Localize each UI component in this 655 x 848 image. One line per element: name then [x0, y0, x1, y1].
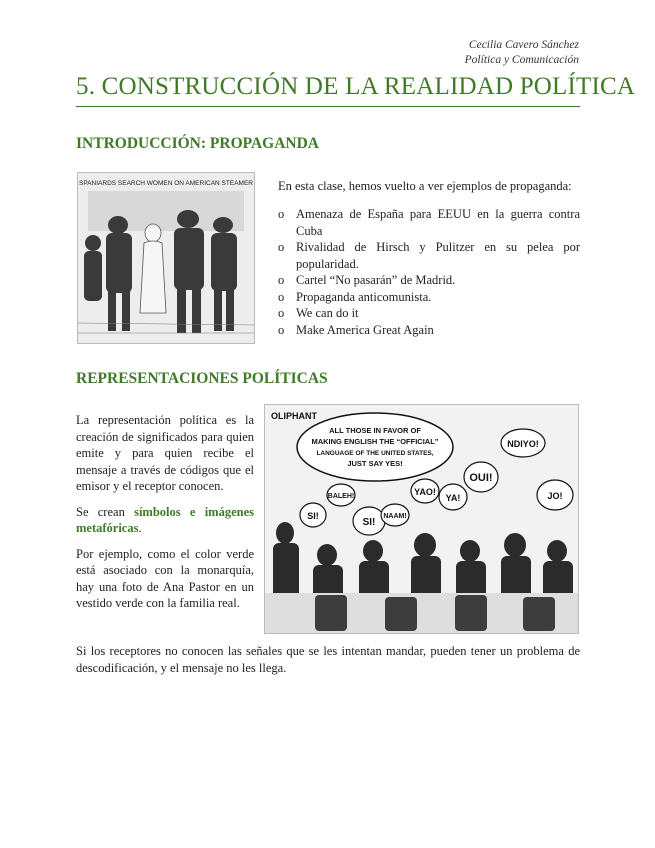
- closing-paragraph: Si los receptores no conocen las señales que se les intentan mandar, pueden tener un problema de descodificación, y el mensaje no les llega.: [76, 644, 580, 675]
- symbols-suffix: .: [138, 521, 142, 535]
- list-item-text: Make America Great Again: [296, 322, 434, 337]
- author-name: Cecilia Cavero Sánchez: [468, 39, 579, 51]
- definition-paragraph: La representación política es la creación de significados para quien emite y para quien recibe el mensaje a través de códigos que el emisor y el receptor conocen.: [76, 413, 254, 493]
- symbols-prefix: Se crean: [76, 504, 135, 519]
- illustration-caption: SPANIARDS SEARCH WOMEN ON AMERICAN STEAMER: [79, 180, 253, 187]
- symbols-highlight: símbolos e imágenes metafóricas: [76, 504, 255, 535]
- main-bubble-line: JUST SAY YES!: [347, 459, 403, 468]
- intro-text: En esta clase, hemos vuelto a ver ejemplos de propaganda:: [278, 179, 572, 193]
- list-item-text: We can do it: [296, 306, 359, 320]
- list-item: [278, 239, 580, 272]
- bubble-text: YA!: [445, 493, 461, 503]
- section-heading-propaganda: INTRODUCCIÓN: PROPAGANDA: [76, 135, 319, 152]
- bubble-text: YAO!: [414, 487, 436, 497]
- propaganda-list: [278, 206, 580, 338]
- main-bubble-line: ALL THOSE IN FAVOR OF: [329, 426, 421, 435]
- bullet-marker: o: [278, 240, 285, 254]
- list-item-text: Cartel “No pasarán” de Madrid.: [296, 273, 456, 287]
- language-cartoon: [264, 404, 579, 634]
- bullet-marker: o: [278, 207, 285, 221]
- main-bubble-line: MAKING ENGLISH THE “OFFICIAL”: [311, 437, 439, 446]
- list-item: [278, 289, 580, 306]
- bullet-marker: o: [278, 289, 285, 304]
- bullet-marker: o: [278, 322, 285, 337]
- representation-text: [76, 412, 254, 621]
- bubble-text: NAAM!: [383, 513, 407, 520]
- list-item: [278, 272, 580, 289]
- bubble-text: OUI!: [469, 472, 493, 484]
- list-item-text: Propaganda anticomunista.: [296, 289, 432, 304]
- list-item: [278, 322, 580, 339]
- list-item: [278, 206, 580, 239]
- section-heading-representaciones: REPRESENTACIONES POLÍTICAS: [76, 370, 328, 387]
- propaganda-illustration: [77, 172, 255, 344]
- bubble-text: NDIYO!: [507, 439, 539, 449]
- propaganda-illustration-drawing: [78, 173, 254, 343]
- list-item: [278, 305, 580, 322]
- bullet-marker: o: [278, 306, 285, 320]
- cartoon-signature: OLIPHANT: [271, 411, 317, 421]
- title-divider: [76, 106, 580, 107]
- header-meta: [465, 38, 579, 68]
- bubble-text: SI!: [362, 517, 376, 528]
- cartoon-drawing: [265, 405, 578, 633]
- list-item-text: Rivalidad de Hirsch y Pulitzer en su pelea por popularidad.: [296, 240, 580, 271]
- bubble-text: SI!: [307, 511, 319, 521]
- bullet-marker: o: [278, 273, 285, 287]
- course-name: Política y Comunicación: [464, 54, 579, 66]
- example-paragraph: Por ejemplo, como el color verde está asociado con la monarquía, hay una foto de Ana Pastor en un vestido verde con la familia real.: [76, 546, 254, 610]
- bubble-text: JO!: [547, 491, 563, 501]
- list-item-text: Amenaza de España para EEUU en la guerra contra Cuba: [296, 207, 580, 238]
- bubble-text: BALEH!: [327, 493, 355, 500]
- symbols-paragraph: [76, 504, 254, 537]
- main-bubble-line: LANGUAGE OF THE UNITED STATES,: [316, 450, 434, 457]
- page-title: 5. CONSTRUCCIÓN DE LA REALIDAD POLÍTICA: [76, 73, 636, 100]
